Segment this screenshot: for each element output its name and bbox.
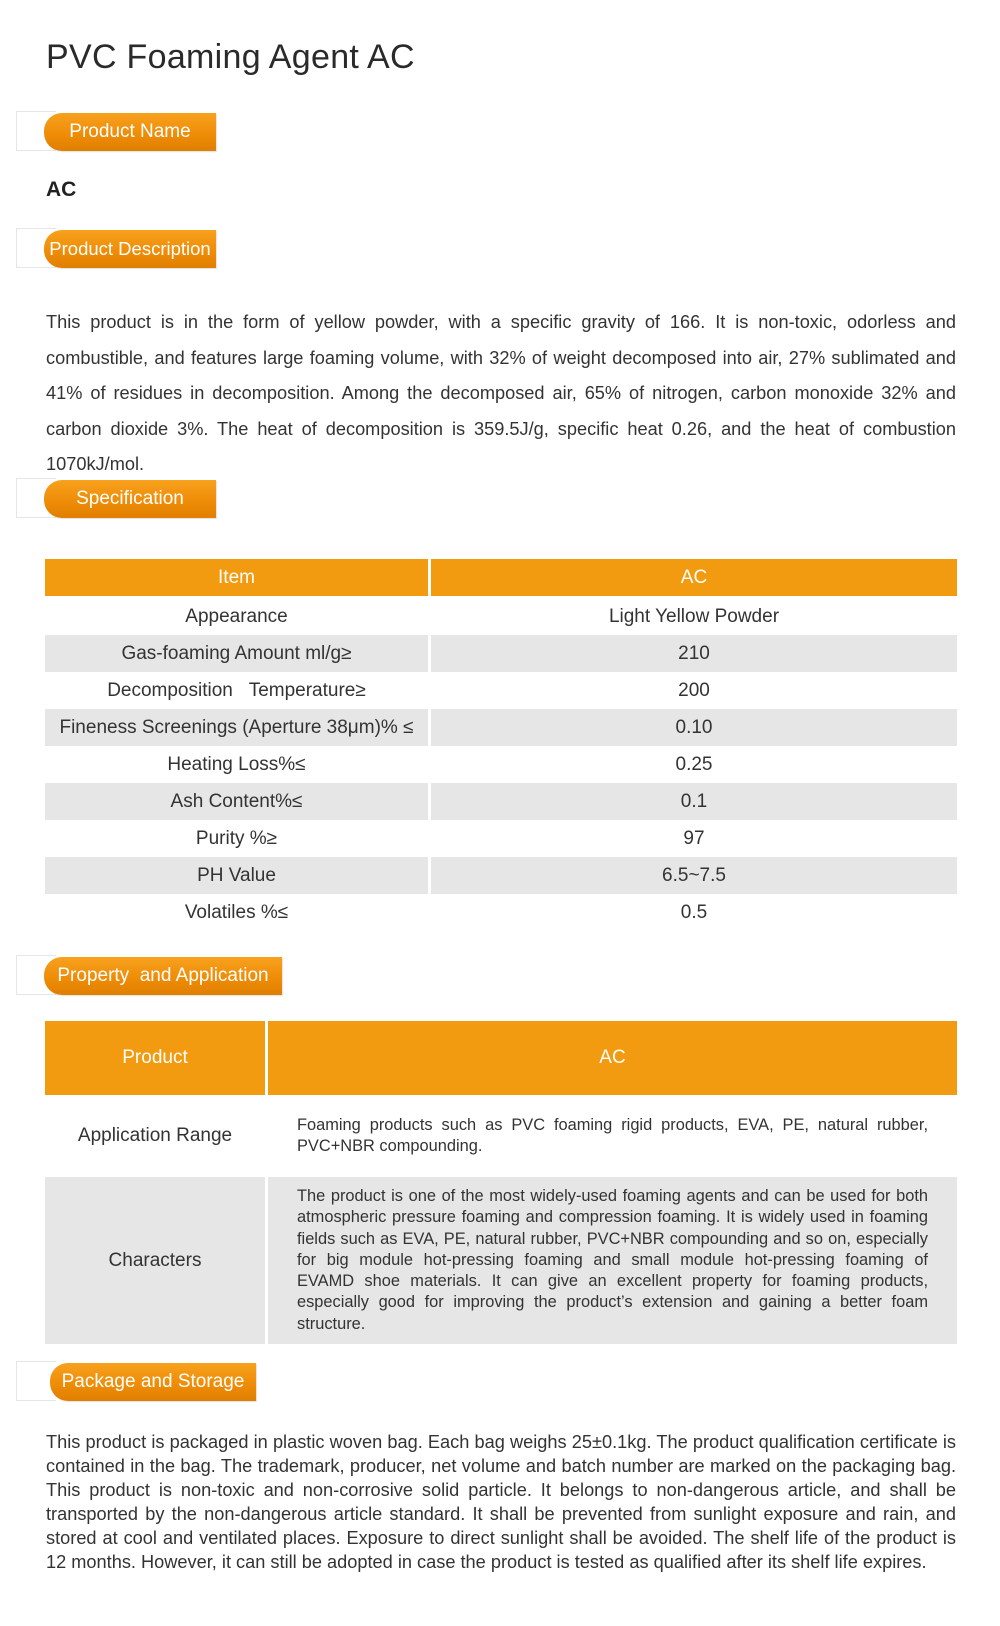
prop-header-ac: AC [268,1021,957,1095]
table-row [45,635,957,672]
spec-item-cell: Appearance [45,598,431,635]
spec-item-cell: Decomposition Temperature≥ [45,672,431,709]
section-tab-specification [16,478,226,518]
spec-item-cell: Ash Content%≤ [45,783,431,820]
table-row [45,820,957,857]
section-heading-specification: Specification [44,480,216,518]
property-application-table [45,1021,957,1344]
table-row [45,894,957,931]
spec-item-cell: Fineness Screenings (Aperture 38μm)% ≤ [45,709,431,746]
spec-header-row [45,559,957,596]
prop-label-cell: Characters [45,1177,268,1344]
prop-text-cell [268,1098,957,1174]
section-tab-property-application [16,955,292,995]
specification-table [45,559,957,931]
table-row [45,1177,957,1344]
package-storage-text: This product is packaged in plastic woven bag. Each bag weighs 25±0.1kg. The product qualification certificate is contained in the bag. The trademark, producer, net volume and batch number are marked on the packaging bag. This product is non-toxic and non-corrosive solid particle. It belongs to non-dangerous article, and shall be transported by the non-dangerous article standard. It shall be prevented from sunlight exposure and rain, and stored at cool and ventilated places. Exposure to direct sunlight shall be avoided. The shelf life of the product is 12 months. However, it can still be adopted in case the product is tested as qualified after its shelf life expires. [46,1432,956,1572]
section-heading-product-name: Product Name [44,113,216,151]
spec-value-cell: 0.25 [675,753,713,775]
prop-header-row [45,1021,957,1095]
spec-item-cell: PH Value [45,857,431,894]
spec-value-cell: 6.5~7.5 [431,857,957,894]
section-heading-product-description: Product Description [44,230,216,268]
product-name-value: AC [46,178,77,201]
prop-text: Foaming products such as PVC foaming rigid products, EVA, PE, natural rubber, PVC+NBR compounding. [297,1115,928,1155]
spec-item-cell: Purity %≥ [45,820,431,857]
table-row [45,598,957,635]
prop-label-cell: Application Range [45,1098,268,1174]
section-heading-package-storage: Package and Storage [50,1363,256,1401]
spec-value-cell: 97 [683,827,705,849]
table-row [45,857,957,894]
table-row [45,709,957,746]
spec-header-ac: AC [431,559,957,596]
prop-text-cell [268,1177,957,1344]
product-description-text: This product is in the form of yellow powder, with a specific gravity of 166. It is non-toxic, odorless and combustible, and features large foaming volume, with 32% of weight decomposed into air, 27% sublimated and 41% of residues in decomposition. Among the decomposed air, 65% of nitrogen, carbon monoxide 32% and carbon dioxide 3%. The heat of decomposition is 359.5J/g, specific heat 0.26, and the heat of combustion 1070kJ/mol. [46,312,956,474]
prop-text: The product is one of the most widely-used foaming agents and can be used for both atmospheric pressure foaming and compression foaming. It is widely used in foaming fields such as EVA, PE, natural rubber, PVC+NBR compounding and so on, especially for big module hot-pressing foaming and small module hot-pressing foaming of EVAMD shoe materials. It can give an excellent property for foaming products, especially good for improving the product’s extension and gaining a better foam structure. [297,1186,928,1333]
page-title: PVC Foaming Agent AC [46,38,415,76]
section-heading-property-application: Property and Application [44,957,282,995]
spec-value-cell: 0.5 [680,901,708,923]
prop-header-product: Product [45,1021,268,1095]
spec-item-cell: Heating Loss%≤ [45,746,431,783]
section-tab-package-storage [16,1361,264,1401]
spec-value-cell: 200 [678,679,710,701]
spec-item-cell: Gas-foaming Amount ml/g≥ [45,635,431,672]
table-row [45,672,957,709]
table-row [45,1098,957,1174]
section-tab-product-description [16,228,226,268]
spec-value-cell: 210 [431,635,957,672]
table-row [45,746,957,783]
spec-value-cell: Light Yellow Powder [608,605,780,627]
table-row [45,783,957,820]
spec-header-item: Item [45,559,431,596]
spec-value-cell: 0.1 [431,783,957,820]
spec-value-cell: 0.10 [431,709,957,746]
section-tab-product-name [16,111,226,151]
spec-item-cell: Volatiles %≤ [45,894,431,931]
